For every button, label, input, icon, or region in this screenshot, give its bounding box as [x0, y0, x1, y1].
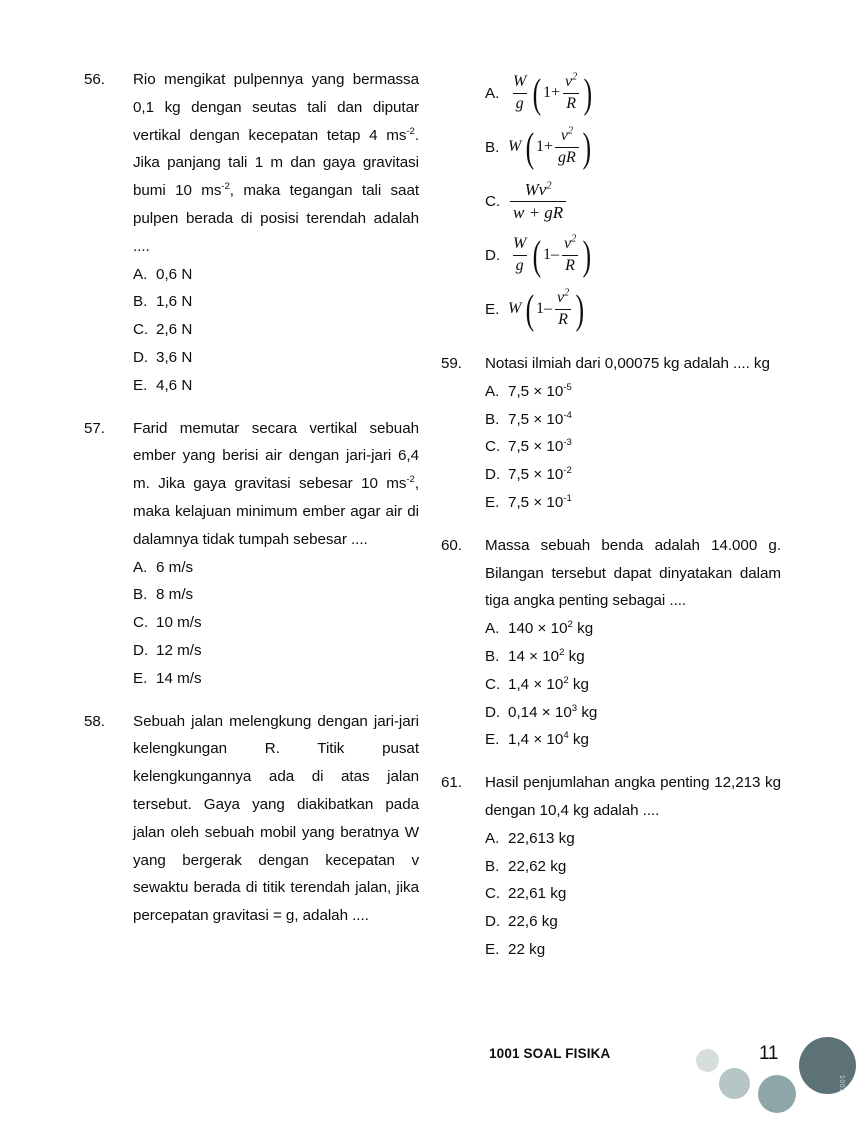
question-text: Notasi ilmiah dari 0,00075 kg adalah .... kg [485, 355, 770, 372]
question-number: 60. [441, 536, 462, 554]
option-letter: B. [485, 857, 500, 875]
constant-one: 1 [542, 246, 551, 263]
question-number: 59. [441, 355, 462, 372]
numerator [522, 180, 555, 201]
numerator: W [513, 235, 527, 253]
exponent: 2 [567, 619, 573, 631]
numerator [562, 73, 580, 92]
exponent: -5 [563, 381, 572, 393]
question-57 [84, 415, 419, 693]
option-letter: D. [485, 466, 501, 484]
formula-b [508, 124, 592, 171]
option-d[interactable] [485, 908, 781, 936]
option-text [508, 699, 781, 727]
option-letter: D. [133, 348, 149, 366]
option-base: 7,5 × 10 [508, 382, 564, 400]
constant-one: 1 [535, 138, 544, 155]
option-a[interactable] [485, 615, 781, 643]
superscript: -2 [406, 125, 415, 137]
option-unit: kg [568, 731, 589, 749]
denominator: gR [555, 147, 579, 167]
footer-book-title: 1001 SOAL FISIKA [489, 1046, 611, 1061]
option-c[interactable] [485, 174, 781, 228]
option-unit: kg [564, 647, 585, 665]
question-61 [441, 769, 781, 964]
option-e[interactable] [133, 665, 419, 693]
option-e[interactable] [485, 282, 781, 336]
option-c[interactable] [485, 880, 781, 908]
variable: Wv [524, 179, 547, 199]
option-list [133, 554, 419, 693]
option-letter: D. [133, 641, 149, 659]
exponent: 2 [571, 233, 577, 245]
option-letter: B. [485, 138, 500, 156]
question-56 [84, 66, 419, 400]
option-text [508, 671, 781, 699]
option-text [508, 406, 781, 434]
option-base: 7,5 × 10 [508, 493, 564, 511]
option-text [508, 461, 781, 489]
question-text: Massa sebuah benda adalah 14.000 g. Bilangan tersebut dapat dinyatakan dalam tiga angka penting sebagai .... [485, 536, 781, 610]
option-e[interactable] [485, 936, 781, 964]
superscript: -2 [221, 181, 230, 193]
decorative-circle-2 [719, 1068, 750, 1099]
question-text: Sebuah jalan melengkung dengan jari-jari kelengkungan R. Titik pusat kelengkungannya ada di atas jalan tersebut. Gaya yang diakibatkan pada jalan oleh sebuah mobil yang beratnya W yang bergerak dengan kecepatan v sewaktu berada di titik terendah jalan, jika percepatan gravitasi = g, adalah .... [133, 712, 419, 925]
operator-sign: + [550, 84, 561, 101]
decorative-circle-3 [758, 1075, 796, 1113]
option-text [508, 643, 781, 671]
option-c[interactable] [133, 609, 419, 637]
option-a[interactable] [485, 66, 781, 120]
decorative-circle-4 [799, 1037, 856, 1094]
question-58-option-list [485, 66, 781, 336]
option-letter: D. [485, 703, 501, 721]
option-list [133, 261, 419, 400]
option-d[interactable] [485, 461, 781, 489]
option-a[interactable] [133, 261, 419, 289]
question-text [133, 415, 419, 554]
option-letter: A. [485, 620, 500, 638]
option-letter: E. [133, 669, 148, 687]
exponent: -2 [563, 465, 572, 477]
option-text: 2,6 N [156, 321, 193, 339]
question-text-part-2: . Jika panjang tali 1 m dan gaya gravitasi bumi 10 ms [133, 126, 419, 200]
option-letter: D. [485, 913, 501, 931]
right-paren: ) [582, 232, 592, 279]
question-59 [441, 350, 781, 517]
exponent: -3 [563, 437, 572, 449]
option-a[interactable] [485, 825, 781, 853]
formula-c [508, 180, 568, 222]
question-number: 56. [84, 71, 105, 88]
option-letter: C. [485, 438, 501, 456]
variable: v [565, 73, 573, 91]
option-b[interactable] [485, 120, 781, 174]
question-58 [84, 708, 419, 930]
option-list [485, 615, 781, 754]
variable: v [556, 289, 565, 307]
option-base: 1,4 × 10 [508, 675, 564, 693]
option-d[interactable] [133, 344, 419, 372]
question-60 [441, 532, 781, 754]
option-b[interactable] [485, 643, 781, 671]
option-letter: E. [485, 300, 500, 318]
formula-e [508, 286, 586, 333]
question-text-part-3: , maka tegangan tali saat pulpen berada di posisi terendah adalah .... [133, 182, 420, 255]
left-column [84, 66, 419, 945]
right-paren: ) [575, 286, 585, 333]
exponent: -4 [563, 409, 572, 421]
operator-sign: – [550, 246, 559, 263]
exponent: 2 [546, 179, 552, 192]
denominator: g [513, 93, 527, 113]
option-text: 22,6 kg [508, 913, 558, 931]
numerator [561, 235, 579, 254]
option-letter: B. [485, 647, 500, 665]
option-letter: A. [133, 558, 148, 576]
option-letter: E. [485, 493, 500, 511]
numerator [554, 289, 572, 308]
exponent: 4 [563, 730, 569, 742]
side-watermark: 1001 [838, 1075, 845, 1093]
option-letter: E. [485, 731, 500, 749]
exponent: 2 [563, 674, 569, 686]
option-letter: B. [485, 410, 500, 428]
right-paren: ) [583, 70, 593, 117]
option-letter: B. [133, 293, 148, 311]
option-unit: kg [572, 620, 594, 638]
option-letter: C. [133, 321, 149, 339]
option-base: 14 × 10 [508, 647, 560, 665]
option-text: 22,61 kg [508, 885, 567, 903]
left-paren: ( [532, 70, 542, 117]
option-base: 0,14 × 10 [508, 703, 572, 721]
denominator: w + gR [510, 201, 566, 223]
option-base: 1,4 × 10 [508, 731, 564, 749]
option-text: 4,6 N [156, 376, 193, 394]
option-text: 12 m/s [156, 641, 202, 659]
option-text: 14 m/s [156, 669, 202, 687]
option-c[interactable] [133, 316, 419, 344]
question-text-part-1: Rio mengikat pulpennya yang bermassa 0,1 kg dengan seutas tali dan diputar vertikal dengan kecepatan tetap 4 ms [133, 71, 419, 144]
option-b[interactable] [485, 406, 781, 434]
denominator: g [513, 255, 527, 275]
option-e[interactable] [485, 489, 781, 517]
right-column [441, 66, 781, 979]
option-d[interactable] [485, 699, 781, 727]
decorative-circle-1 [696, 1049, 719, 1072]
option-e[interactable] [485, 726, 781, 754]
formula-a [508, 70, 594, 117]
option-unit: kg [577, 703, 598, 721]
option-a[interactable] [485, 378, 781, 406]
option-unit: kg [568, 675, 589, 693]
option-text: 0,6 N [156, 265, 193, 283]
right-paren: ) [582, 124, 591, 171]
option-b[interactable] [133, 288, 419, 316]
variable-w: W [508, 300, 522, 317]
denominator: R [562, 255, 578, 275]
option-c[interactable] [485, 671, 781, 699]
numerator [558, 127, 576, 146]
option-text: 6 m/s [156, 558, 194, 576]
variable: v [560, 127, 568, 145]
denominator: R [563, 93, 579, 113]
exponent: 2 [572, 71, 578, 83]
option-letter: D. [485, 246, 501, 264]
option-text: 8 m/s [156, 586, 194, 604]
option-letter: C. [485, 885, 501, 903]
formula-d [508, 232, 593, 279]
option-list [485, 825, 781, 964]
option-base: 7,5 × 10 [508, 466, 564, 484]
option-text: 22 kg [508, 940, 546, 958]
option-letter: E. [133, 376, 148, 394]
variable-w: W [508, 138, 522, 155]
exponent: 2 [567, 125, 573, 137]
option-b[interactable] [485, 853, 781, 881]
option-letter: E. [485, 940, 500, 958]
option-letter: C. [485, 192, 501, 210]
option-letter: C. [485, 675, 501, 693]
question-number: 58. [84, 712, 105, 730]
left-paren: ( [532, 232, 542, 279]
superscript: -2 [406, 474, 415, 486]
option-base: 140 × 10 [508, 620, 568, 638]
option-c[interactable] [485, 433, 781, 461]
option-text: 1,6 N [156, 293, 193, 311]
question-text-part-2: , maka kelajuan minimum ember agar air di dalamnya tidak tumpah sebesar .... [133, 475, 419, 548]
exponent: 3 [571, 702, 578, 714]
question-text: Hasil penjumlahan angka penting 12,213 kg dengan 10,4 kg adalah .... [485, 774, 781, 819]
option-e[interactable] [133, 372, 419, 400]
question-number: 61. [441, 774, 462, 792]
question-text-part-1: Farid memutar secara vertikal sebuah ember yang berisi air dengan jari-jari 6,4 m. Jika gaya gravitasi sebesar 10 ms [133, 419, 419, 493]
option-b[interactable] [133, 581, 419, 609]
page-number: 11 [759, 1043, 779, 1064]
option-d[interactable] [485, 228, 781, 282]
operator-sign: + [543, 138, 554, 155]
option-letter: A. [485, 829, 500, 847]
option-letter: A. [485, 84, 500, 102]
denominator: R [555, 309, 571, 329]
option-text: 22,613 kg [508, 829, 575, 847]
question-number: 57. [84, 419, 105, 437]
option-a[interactable] [133, 554, 419, 582]
exponent: 2 [559, 646, 565, 658]
option-base: 7,5 × 10 [508, 410, 564, 428]
option-letter: A. [133, 265, 148, 283]
constant-one: 1 [542, 84, 551, 101]
question-text [133, 66, 419, 261]
option-text [508, 615, 781, 643]
option-text: 3,6 N [156, 348, 193, 366]
option-letter: A. [485, 382, 500, 400]
option-text [508, 378, 781, 406]
option-text [508, 489, 781, 517]
numerator: W [513, 73, 527, 91]
exponent: -1 [563, 492, 572, 504]
variable: v [563, 235, 572, 253]
left-paren: ( [525, 286, 535, 333]
option-base: 7,5 × 10 [508, 438, 564, 456]
exponent: 2 [564, 287, 570, 299]
left-paren: ( [525, 124, 535, 171]
option-list [485, 378, 781, 517]
option-letter: B. [133, 586, 148, 604]
option-text: 22,62 kg [508, 857, 567, 875]
option-text: 10 m/s [156, 614, 202, 632]
option-text [508, 726, 781, 754]
operator-sign: – [543, 300, 552, 317]
option-text [508, 433, 781, 461]
option-letter: C. [133, 614, 149, 632]
constant-one: 1 [535, 300, 544, 317]
option-d[interactable] [133, 637, 419, 665]
